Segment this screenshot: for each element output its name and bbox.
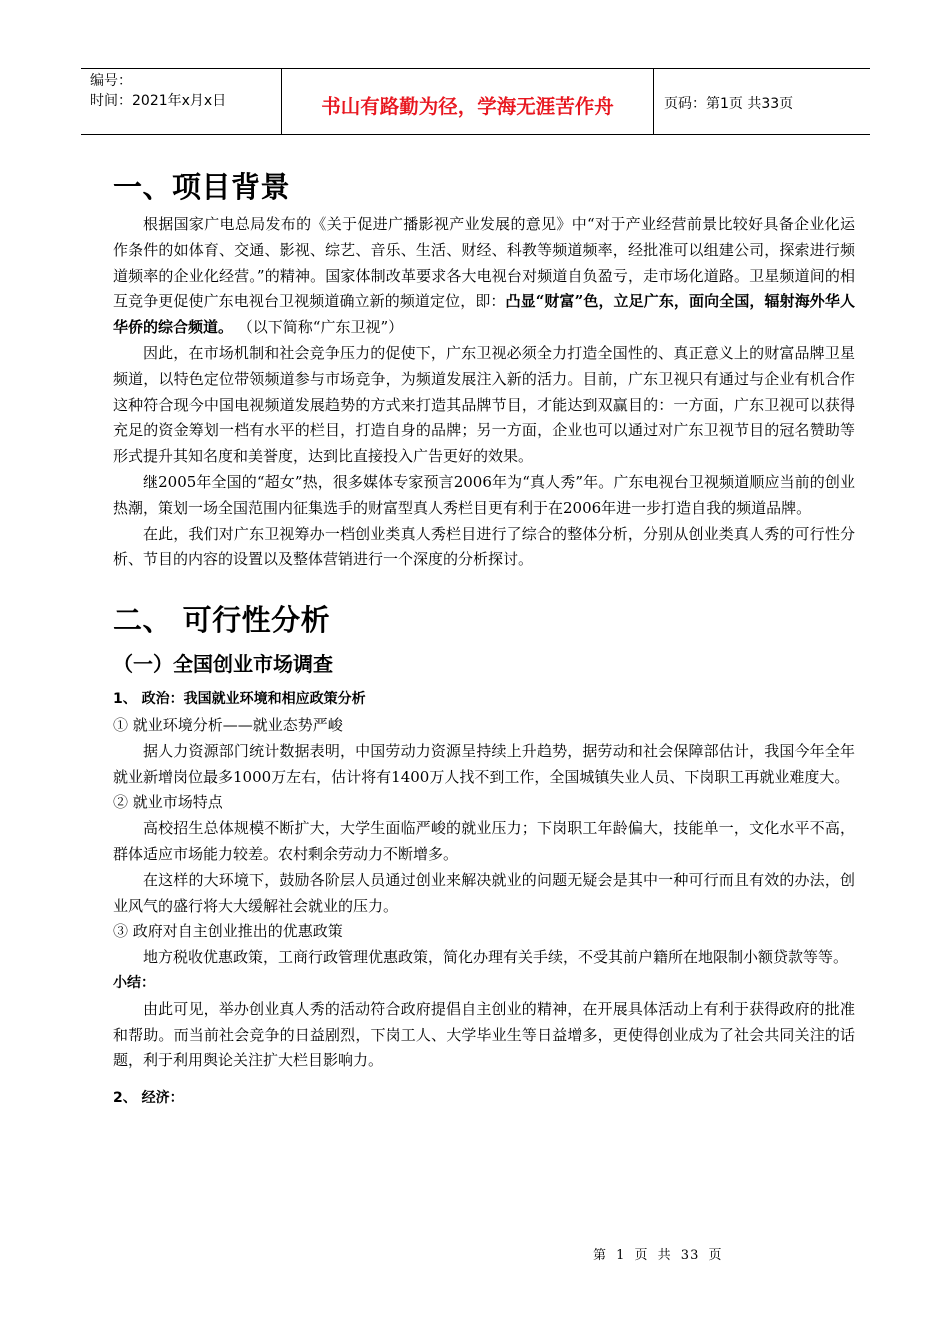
summary-label: 小结： bbox=[113, 974, 155, 991]
page-footer: 第 1 页 共 33 页 bbox=[593, 1248, 723, 1263]
paragraph-1-text-b: （以下简称“广东卫视”） bbox=[233, 318, 404, 337]
paragraph-1-bold-text: 凸显“财富”色，立足广东，面向全国，辐射海外华人华侨的综合频道。 bbox=[113, 292, 855, 337]
paragraph-1-text-a: 根据国家广电总局发布的《关于促进广播影视产业发展的意见》中“对于产业经营前景比较好具备企业化运作条件的如体育、交通、影视、综艺、音乐、生活、财经、科教等频道频率，经批准可以组建公司，探索进行频道频率的企业化经营。”的精神。国家体制改革要求各大电视台对频道自负盈亏，走市场化道路。卫星频道间的相互竞争更促使广东电视台卫视频道确立新的频道定位，即： bbox=[113, 215, 855, 311]
header-meta-cell bbox=[81, 69, 282, 134]
point-2-text-1: 高校招生总体规模不断扩大，大学生面临严峻的就业压力；下岗职工年龄偏大，技能单一，文化水平不高，群体适应市场能力较差。农村剩余劳动力不断增多。 bbox=[113, 819, 855, 863]
point-1-text: 据人力资源部门统计数据表明，中国劳动力资源呈持续上升趋势，据劳动和社会保障部估计，我国今年全年就业新增岗位最多1000万左右，估计将有1400万人找不到工作，全国城镇失业人员、下岗职工再就业难度大。 bbox=[113, 741, 855, 786]
point-3-text: 地方税收优惠政策，工商行政管理优惠政策，简化办理有关手续，不受其前户籍所在地限制小额贷款等等。 bbox=[143, 948, 849, 967]
section-1-paragraph-4: 在此，我们对广东卫视筹办一档创业类真人秀栏目进行了综合的整体分析，分别从创业类真人秀的可行性分析、节目的内容的设置以及整体营销进行一个深度的分析探讨。 bbox=[113, 524, 855, 569]
point-1-heading: ① 就业环境分析——就业态势严峻 bbox=[113, 715, 343, 734]
section-1-paragraph-3: 继2005年全国的“超女”热，很多媒体专家预言2006年为“真人秀”年。广东电视台卫视频道顺应当前的创业热潮，策划一场全国范围内征集选手的财富型真人秀栏目更有利于在2006年进一步打造自我的频道品牌。 bbox=[113, 472, 855, 517]
point-3-heading: ③ 政府对自主创业推出的优惠政策 bbox=[113, 922, 343, 941]
point-2-heading: ② 就业市场特点 bbox=[113, 793, 223, 812]
point-2-text-2: 在这样的大环境下，鼓励各阶层人员通过创业来解决就业的问题无疑会是其中一种可行而且有效的办法，创业风气的盛行将大大缓解社会就业的压力。 bbox=[113, 870, 855, 915]
header-date-label: 时间：2021年x月x日 bbox=[90, 93, 227, 109]
item-2-title: 2、 经济： bbox=[113, 1090, 184, 1107]
subsection-1-title: （一）全国创业市场调查 bbox=[113, 652, 333, 677]
item-1-title: 1、 政治：我国就业环境和相应政策分析 bbox=[113, 691, 366, 708]
section-1-title: 一、项目背景 bbox=[113, 170, 291, 204]
header-number-label: 编号： bbox=[90, 73, 132, 89]
header-motto: 书山有路勤为径，学海无涯苦作舟 bbox=[282, 69, 654, 134]
section-1-paragraph-2: 因此，在市场机制和社会竞争压力的促使下，广东卫视必须全力打造全国性的、真正意义上的财富品牌卫星频道，以特色定位带领频道参与市场竞争，为频道发展注入新的活力。目前，广东卫视只有通过与企业有机合作这种符合现今中国电视频道发展趋势的方式来打造其品牌节目，才能达到双赢目的：一方面，广东卫视可以获得充足的资金筹划一档有水平的栏目，打造自身的品牌；另一方面，企业也可以通过对广东卫视节目的冠名赞助等形式提升其知名度和美誉度，达到比直接投入广告更好的效果。 bbox=[113, 343, 855, 466]
header-page-info: 页码：第1页 共33页 bbox=[664, 95, 794, 112]
document-header bbox=[81, 68, 870, 135]
document-body bbox=[113, 160, 855, 1112]
section-1-paragraph-1 bbox=[113, 212, 855, 341]
summary-text: 由此可见，举办创业真人秀的活动符合政府提倡自主创业的精神，在开展具体活动上有利于获得政府的批准和帮助。而当前社会竞争的日益剧烈，下岗工人、大学毕业生等日益增多，更使得创业成为了社会共同关注的话题，利于利用舆论关注扩大栏目影响力。 bbox=[113, 999, 855, 1070]
section-2-title: 二、 可行性分析 bbox=[113, 603, 331, 638]
